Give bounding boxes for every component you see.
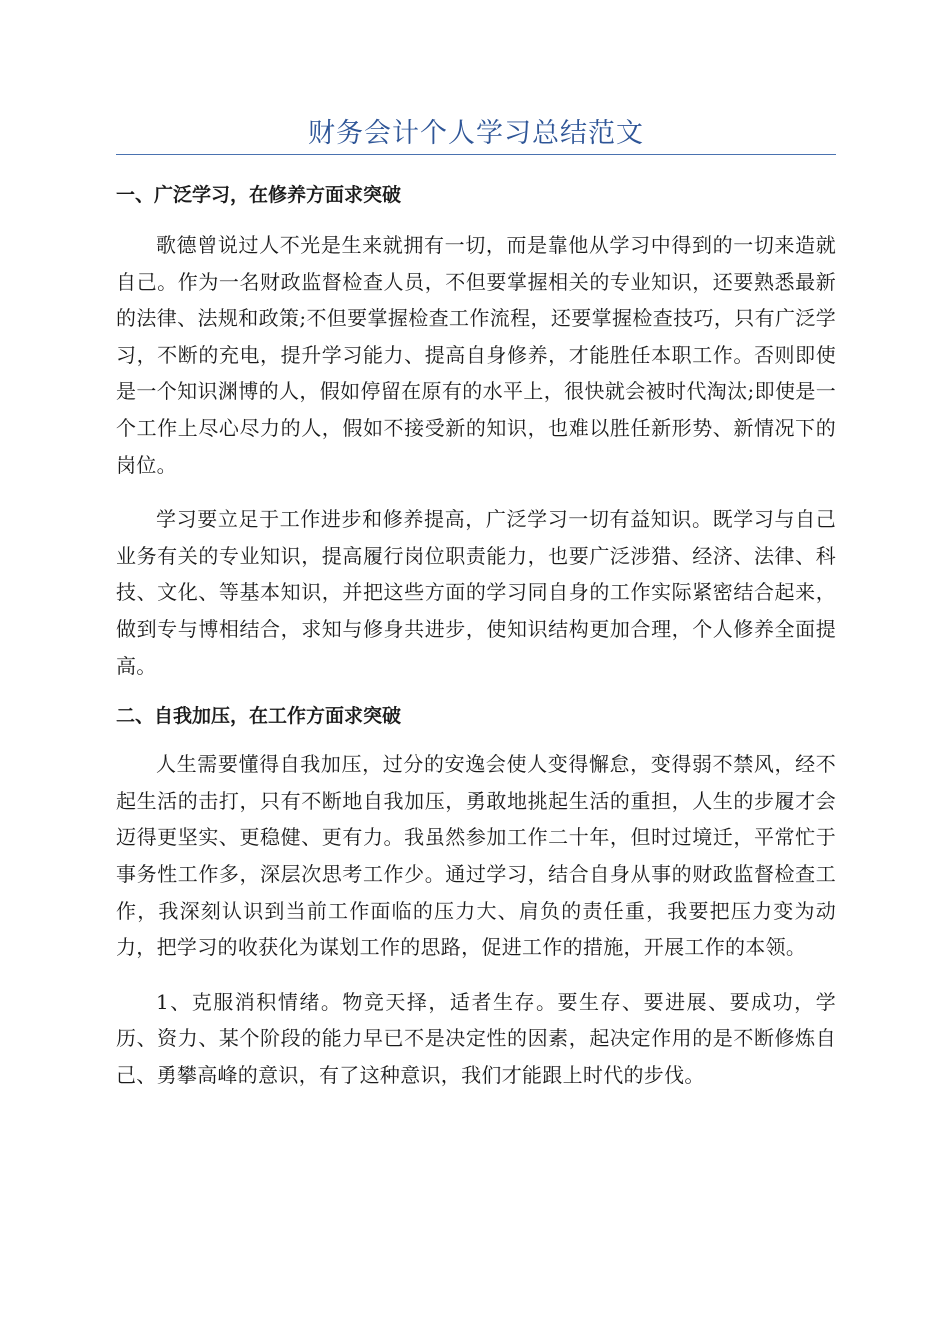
document-title: 财务会计个人学习总结范文 bbox=[308, 118, 644, 149]
paragraph: 学习要立足于工作进步和修养提高，广泛学习一切有益知识。既学习与自己业务有关的专业知识，提高履行岗位职责能力，也要广泛涉猎、经济、法律、科技、文化、等基本知识，并把这些方面的学习同自身的工作实际紧密结合起来，做到专与博相结合，求知与修身共进步，使知识结构更加合理，个人修养全面提高。 bbox=[116, 507, 836, 678]
paragraph: 1、克服消积情绪。物竞天择，适者生存。要生存、要进展、要成功，学历、资力、某个阶段的能力早已不是决定性的因素，起决定作用的是不断修炼自己、勇攀高峰的意识，有了这种意识，我们才能跟上时代的步伐。 bbox=[116, 989, 836, 1087]
document-page bbox=[116, 0, 836, 1093]
section-heading-2: 二、自我加压，在工作方面求突破 bbox=[116, 705, 402, 728]
title-underline bbox=[116, 154, 836, 155]
paragraph: 歌德曾说过人不光是生来就拥有一切，而是靠他从学习中得到的一切来造就自己。作为一名财政监督检查人员，不但要掌握相关的专业知识，还要熟悉最新的法律、法规和政策;不但要掌握检查工作流程，还要掌握检查技巧，只有广泛学习，不断的充电，提升学习能力、提高自身修养，才能胜任本职工作。否则即使是一个知识渊博的人，假如停留在原有的水平上，很快就会被时代淘汰;即使是一个工作上尽心尽力的人，假如不接受新的知识，也难以胜任新形势、新情况下的岗位。 bbox=[116, 233, 836, 477]
paragraph: 人生需要懂得自我加压，过分的安逸会使人变得懈怠，变得弱不禁风，经不起生活的击打，只有不断地自我加压，勇敢地挑起生活的重担，人生的步履才会迈得更坚实、更稳健、更有力。我虽然参加工作二十年，但时过境迁，平常忙于事务性工作多，深层次思考工作少。通过学习，结合自身从事的财政监督检查工作，我深刻认识到当前工作面临的压力大、肩负的责任重，我要把压力变为动力，把学习的收获化为谋划工作的思路，促进工作的措施，开展工作的本领。 bbox=[116, 752, 836, 960]
section-heading-1: 一、广泛学习，在修养方面求突破 bbox=[116, 184, 402, 206]
